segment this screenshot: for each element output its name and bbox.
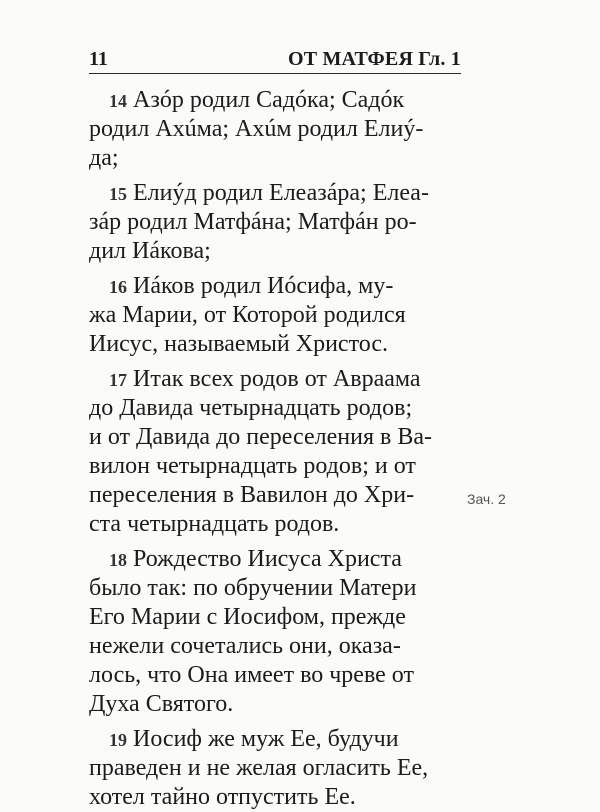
verse-line: ста четырнадцать родов. (89, 511, 340, 537)
verse-line: да; (89, 145, 119, 171)
page-header (89, 46, 461, 72)
verse-text: Итак всех родов от Авраама (133, 366, 421, 392)
verse-text: Азóр родил Садóка; Садóк (133, 87, 405, 113)
verse-number: 18 (109, 550, 127, 570)
verse-line (89, 545, 461, 574)
verse-text: Елиýд родил Елеазáра; Елеа- (133, 180, 429, 206)
verse-text: Иáков родил Иóсифа, му- (133, 273, 394, 299)
verse-number: 14 (109, 91, 127, 111)
header-rule (89, 73, 461, 74)
verse-number: 15 (109, 184, 127, 204)
verse-number: 17 (109, 370, 127, 390)
verse-line: Духа Святого. (89, 691, 234, 717)
verse-line: и от Давида до переселения в Ва- (89, 424, 432, 450)
verse-text: Рождество Иисуса Христа (133, 546, 402, 572)
verse-line: нежели сочетались они, оказа- (89, 633, 401, 659)
verse-line: зáр родил Матфáна; Матфáн ро- (89, 209, 417, 235)
verse-line: жа Марии, от Которой родился (89, 302, 406, 328)
verse-line: праведен и не желая огласить Ее, (89, 755, 429, 781)
page-number: 11 (89, 48, 108, 70)
verse-line (89, 86, 461, 115)
verse-line (89, 365, 461, 394)
verse-line: Его Марии с Иосифом, прежде (89, 604, 406, 630)
verse-number: 16 (109, 277, 127, 297)
verse-line: хотел тайно отпустить Ее. (89, 784, 356, 810)
verse-line: дил Иáкова; (89, 238, 211, 264)
verse-number: 19 (109, 730, 127, 750)
verse-line: родил Ахúма; Ахúм родил Елиý- (89, 116, 424, 142)
margin-reading-note: Зач. 2 (467, 491, 506, 507)
verse-line: вилон четырнадцать родов; и от (89, 453, 416, 479)
verse-line: Иисус, называемый Христос. (89, 331, 388, 357)
verse-line: лось, что Она имеет во чреве от (89, 662, 414, 688)
scripture-text (89, 86, 461, 812)
verse-line: было так: по обручении Матери (89, 575, 417, 601)
verse-text: Иосиф же муж Ее, будучи (133, 726, 399, 752)
verse-line: переселения в Вавилон до Хри- (89, 482, 415, 508)
verse-line (89, 179, 461, 208)
verse-line: до Давида четырнадцать родов; (89, 395, 413, 421)
running-title: ОТ МАТФЕЯ Гл. 1 (287, 48, 461, 70)
verse-line (89, 272, 461, 301)
